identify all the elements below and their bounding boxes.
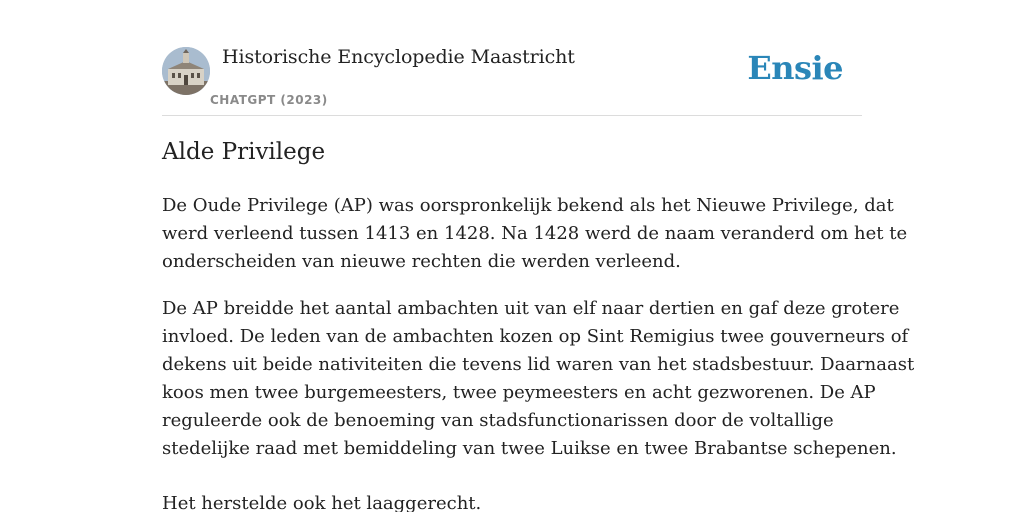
paragraph-line: stedelijke raad met bemiddeling van twee Luikse en twee Brabantse schepenen. [162,438,897,459]
paragraph-line: invloed. De leden van de ambachten kozen op Sint Remigius twee gouverneurs of [162,326,909,347]
paragraph-line: De Oude Privilege (AP) was oorspronkelijk bekend als het Nieuwe Privilege, dat [162,195,894,216]
brand-logo[interactable]: Ensie [747,49,843,87]
paragraph-line: koos men twee burgemeesters, twee peymeesters en acht gezworenen. De AP [162,382,876,403]
article-title: Alde Privilege [162,139,326,165]
paragraph-line: Het herstelde ook het laaggerecht. [162,493,482,512]
paragraph-2 [162,295,915,463]
header [162,0,862,116]
article-card [162,0,915,512]
site-title[interactable]: Historische Encyclopedie Maastricht [222,46,575,68]
paragraph-line: reguleerde ook de benoeming van stadsfunctionarissen door de voltallige [162,410,834,431]
byline: CHATGPT (2023) [210,93,328,107]
paragraph-1 [162,192,908,276]
paragraph-3 [162,490,862,512]
paragraph-line: dekens uit beide nativiteiten die tevens lid waren van het stadsbestuur. Daarnaast [162,354,915,375]
paragraph-line: onderscheiden van nieuwe rechten die werden verleend. [162,251,681,272]
paragraph-line: werd verleend tussen 1413 en 1428. Na 1428 werd de naam veranderd om het te [162,223,908,244]
building-avatar-icon[interactable] [162,47,210,95]
paragraph-line: De AP breidde het aantal ambachten uit van elf naar dertien en gaf deze grotere [162,298,900,319]
